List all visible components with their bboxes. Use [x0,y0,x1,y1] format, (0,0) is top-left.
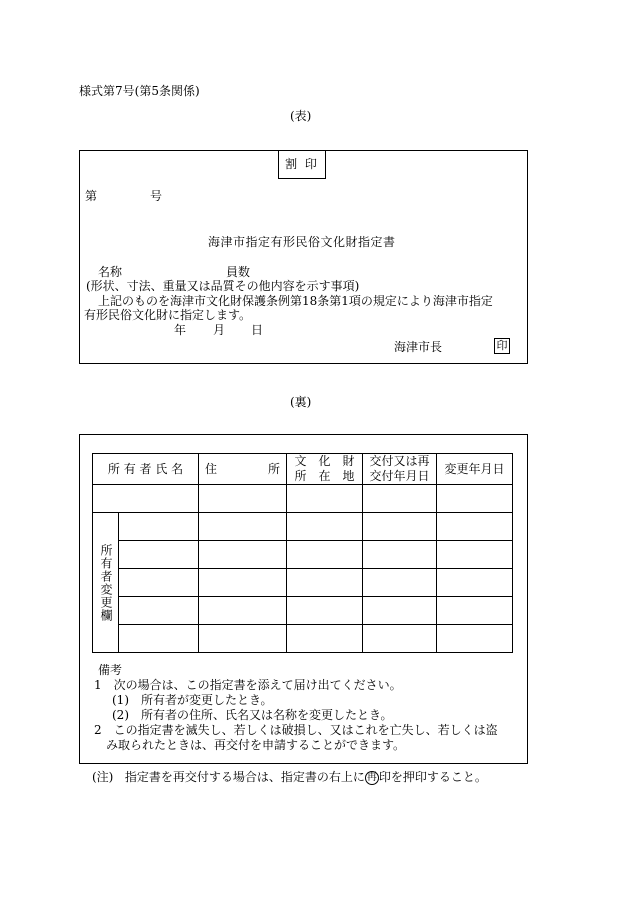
table-row [93,569,513,597]
front-heading: (表) [290,109,312,123]
date-year: 年 [174,323,187,337]
col-address-right: 所 [268,461,281,476]
footnote-label: (注) [92,770,114,784]
owner-change-label-cell [93,513,119,653]
note-2-line-1: 2 この指定書を滅失し、若しくは破損し、又はこれを亡失し、若しくは盗 [94,723,498,737]
certificate-title: 海津市指定有形民俗文化財指定書 [208,235,396,249]
form-id: 様式第7号(第5条関係) [79,84,200,98]
note-2-line-2: み取られたときは、再交付を申請することができます。 [106,738,406,752]
name-label: 名称 [98,265,123,279]
col-address [199,454,287,485]
col-property-location [287,454,363,485]
col-issue-date [363,454,437,485]
table-row [93,625,513,653]
description-hint: (形状、寸法、重量又は品質その他内容を示す事項) [86,279,360,293]
back-sheet [79,434,528,764]
back-heading: (裏) [290,395,312,409]
table-row [93,485,513,513]
count-label: 員数 [226,265,251,279]
table-row [93,597,513,625]
footnote-text-before: 指定書を再交付する場合は、指定書の右上に [124,770,365,784]
note-1: 1 次の場合は、この指定書を添えて届け出てください。 [94,678,402,692]
owner-table [92,453,513,653]
date-month: 月 [213,323,226,337]
footnote [92,770,487,785]
col-change-date: 変更年月日 [437,454,513,485]
issuer-seal: 印 [494,338,510,354]
table-row [93,541,513,569]
owner-change-label: 所有者変更欄 [99,543,113,622]
notes-title: 備考 [98,663,123,677]
issuer: 海津市長 [394,340,443,354]
note-1-sub-2: (2) 所有者の住所、氏名又は名称を変更したとき。 [112,708,393,722]
number-prefix: 第 [85,189,98,203]
date-day: 日 [251,323,264,337]
note-1-sub-1: (1) 所有者が変更したとき。 [112,693,273,707]
split-seal-box: 割 印 [278,150,326,179]
table-header-row [93,454,513,485]
col-address-left: 住 [205,461,218,476]
front-certificate [79,150,528,364]
table-row [93,513,513,541]
footnote-text-after: 印を押印すること。 [378,770,487,784]
col-issue-line2: 交付年月日 [369,469,430,483]
col-property-line1: 文 化 財 [294,454,355,468]
body-line-2: 有形民俗文化財に指定します。 [84,308,252,322]
col-issue-line1: 交付又は再 [369,454,430,468]
body-line-1: 上記のものを海津市文化財保護条例第18条第1項の規定により海津市指定 [98,294,493,308]
col-property-line2: 所 在 地 [294,469,355,483]
reissue-circle-mark: 再 [366,771,377,783]
col-owner-name: 所 有 者 氏 名 [93,454,199,485]
number-suffix: 号 [150,189,163,203]
